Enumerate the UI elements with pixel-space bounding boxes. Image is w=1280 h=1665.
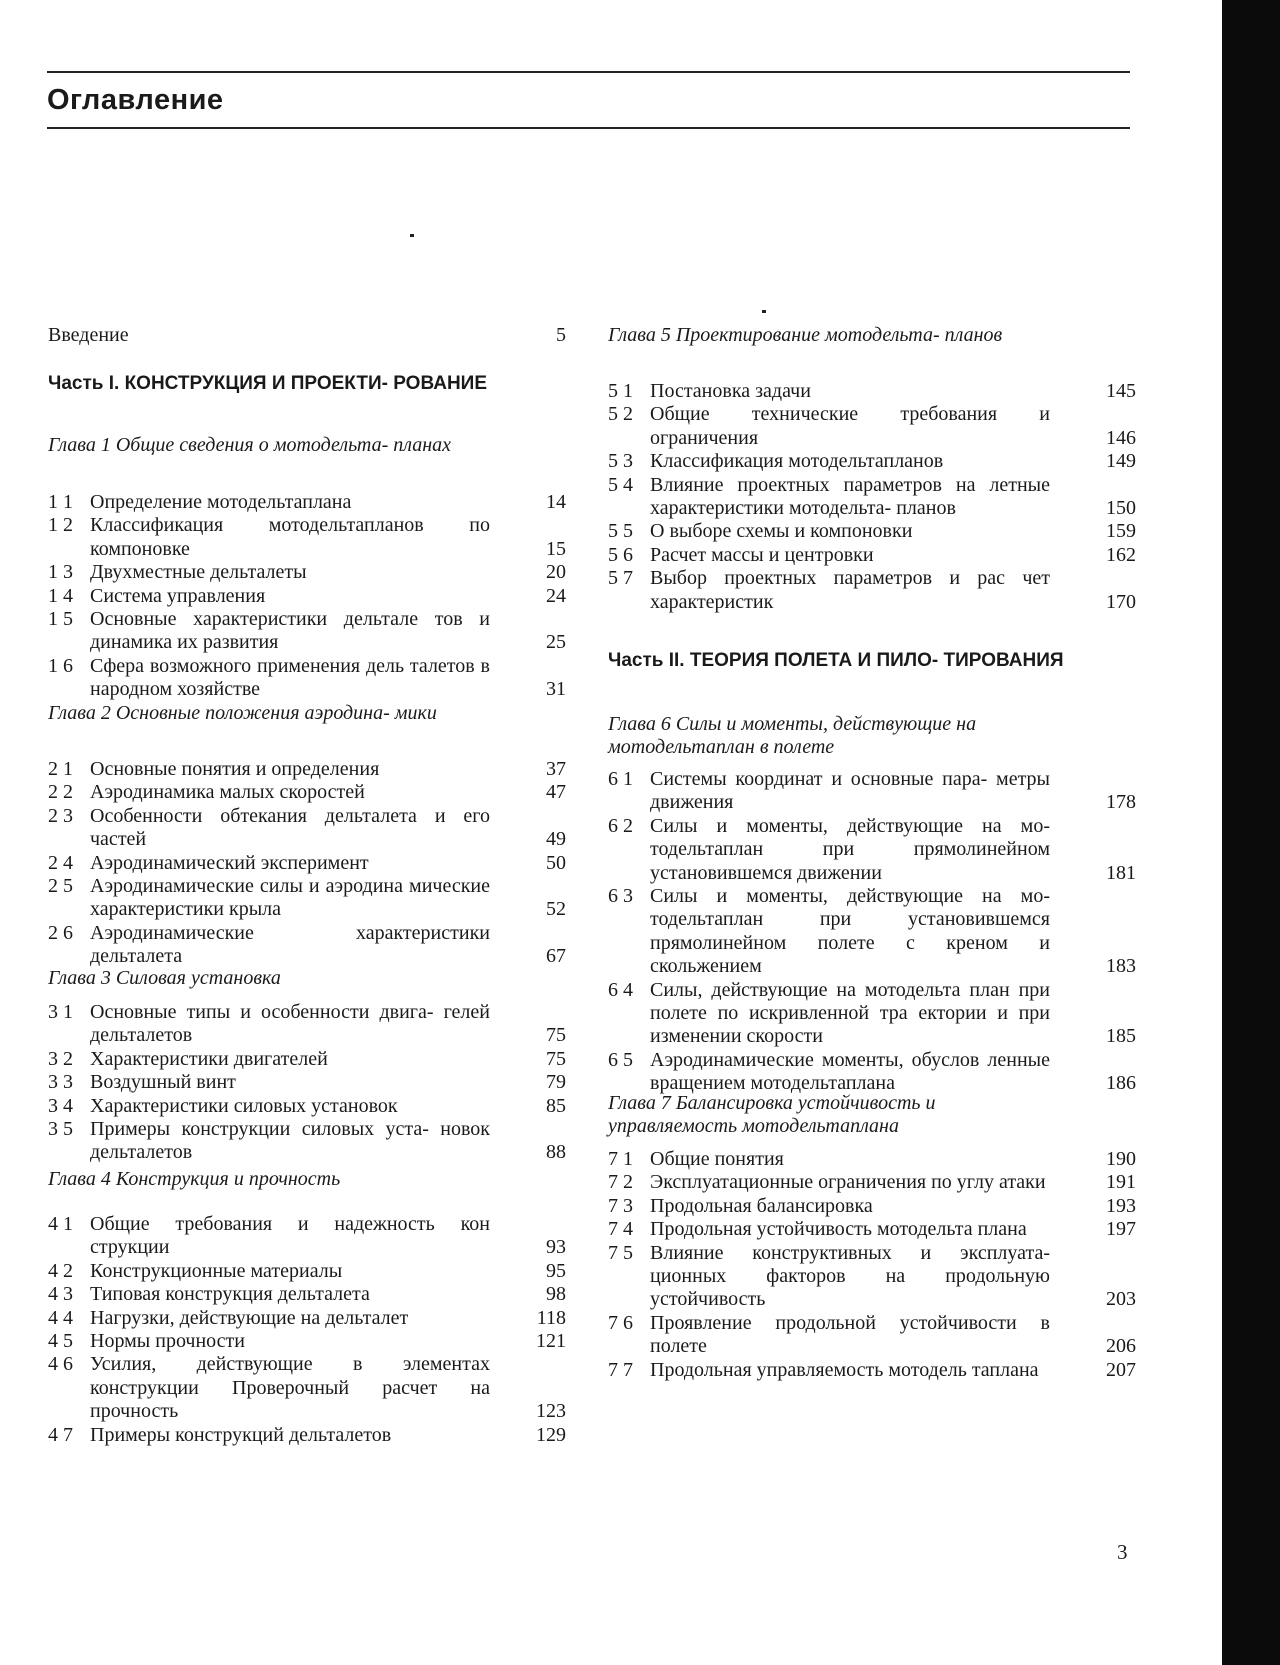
section-title: Продольная балансировка xyxy=(650,1194,873,1217)
page-ref: 186 xyxy=(1106,1072,1136,1095)
toc-entry[interactable] xyxy=(48,561,566,584)
page-ref: 47 xyxy=(546,781,566,804)
section-title: Общие требования и надежность кон струкции xyxy=(90,1213,490,1259)
section-title: Аэродинамические характеристики дельталета xyxy=(90,921,490,968)
section-title: Влияние проектных параметров на летные характеристики мотодельта- планов xyxy=(650,473,1050,520)
section-number: 1 2 xyxy=(48,514,73,537)
toc-entry[interactable] xyxy=(48,805,566,852)
section-title: Основные понятия и определения xyxy=(90,758,380,780)
section-number: 7 3 xyxy=(608,1194,633,1217)
section-number: 5 4 xyxy=(608,473,633,496)
section-number: 4 1 xyxy=(48,1213,73,1235)
section-number: 3 4 xyxy=(48,1094,73,1117)
section-number: 3 1 xyxy=(48,1001,73,1023)
page-ref: 93 xyxy=(546,1236,566,1259)
section-title: Основные типы и особенности двига- гелей дельталетов xyxy=(90,1001,490,1047)
toc-entry[interactable] xyxy=(48,514,566,561)
section-number: 7 6 xyxy=(608,1311,633,1334)
title-underline xyxy=(47,127,1130,129)
section-title: Силы и моменты, действующие на мо- тодельтаплан при установившемся прямолинейном полете с креном и скольжением xyxy=(650,885,1050,978)
toc-entry[interactable] xyxy=(608,1218,1136,1241)
section-number: 7 4 xyxy=(608,1218,633,1241)
toc-section-list xyxy=(608,1148,1136,1382)
toc-entry[interactable] xyxy=(608,567,1136,614)
section-title: Аэродинамические моменты, обуслов ленные вращением мотодельтаплана xyxy=(650,1048,1050,1095)
page-ref: 75 xyxy=(546,1024,566,1047)
page-ref: 75 xyxy=(546,1047,566,1070)
page-ref: 145 xyxy=(1106,380,1136,402)
section-title: Силы, действующие на мотодельта план при полете по искривленной тра ектории и при изменении скорости xyxy=(650,978,1050,1048)
page-ref: 146 xyxy=(1106,426,1136,449)
chapter-heading: Глава 6 Силы и моменты, действующие на мотодельтаплан в полете xyxy=(608,713,977,758)
page-ref: 52 xyxy=(546,898,566,921)
page-ref: 14 xyxy=(546,491,566,513)
toc-section-list xyxy=(48,491,566,702)
section-title: Классификация мотодельтапланов xyxy=(650,450,944,473)
section-title: Влияние конструктивных и эксплуата- ционных факторов на продольную устойчивость xyxy=(650,1241,1050,1311)
toc-entry[interactable] xyxy=(48,1118,566,1165)
toc-entry[interactable] xyxy=(608,403,1136,450)
section-number: 2 4 xyxy=(48,851,73,874)
section-title: Усилия, действующие в элементах конструкции Проверочный расчет на прочность xyxy=(90,1353,490,1423)
section-number: 2 5 xyxy=(48,875,73,898)
section-number: 6 3 xyxy=(608,885,633,908)
section-title: Характеристики силовых установок xyxy=(90,1094,398,1117)
section-title: Аэродинамический эксперимент xyxy=(90,851,369,874)
page-ref: 190 xyxy=(1106,1148,1136,1170)
page-ref: 20 xyxy=(546,561,566,584)
scan-speck xyxy=(762,310,766,313)
page-ref: 162 xyxy=(1106,543,1136,566)
section-number: 2 2 xyxy=(48,781,73,804)
section-title: Сфера возможного применения дель талетов в народном хозяйстве xyxy=(90,654,490,701)
chapter-heading: Глава 7 Балансировка устойчивость и управляемость мотодельтаплана xyxy=(608,1092,936,1137)
section-number: 5 6 xyxy=(608,543,633,566)
toc-entry[interactable] xyxy=(48,758,566,781)
toc-entry[interactable] xyxy=(48,781,566,804)
section-number: 4 7 xyxy=(48,1423,73,1446)
toc-entry[interactable] xyxy=(608,979,1136,1049)
page-ref: 24 xyxy=(546,584,566,607)
toc-entry[interactable] xyxy=(608,1171,1136,1194)
section-number: 4 4 xyxy=(48,1306,73,1329)
toc-entry[interactable] xyxy=(48,1213,566,1260)
page-ref: 150 xyxy=(1106,497,1136,520)
toc-entry[interactable] xyxy=(48,852,566,875)
page-ref: 181 xyxy=(1106,861,1136,884)
section-number: 3 5 xyxy=(48,1118,73,1141)
toc-entry[interactable] xyxy=(48,1048,566,1071)
section-number: 4 6 xyxy=(48,1353,73,1376)
toc-entry[interactable] xyxy=(48,491,566,514)
page-ref: 129 xyxy=(536,1423,566,1446)
section-number: 3 2 xyxy=(48,1047,73,1070)
page-ref: 203 xyxy=(1106,1288,1136,1311)
toc-entry[interactable] xyxy=(48,1001,566,1048)
page-number: 3 xyxy=(1117,1540,1128,1564)
scan-speck xyxy=(410,234,414,237)
page-ref: 193 xyxy=(1106,1194,1136,1217)
toc-entry[interactable] xyxy=(48,875,566,922)
toc-entry[interactable] xyxy=(608,1195,1136,1218)
toc-entry[interactable] xyxy=(608,1359,1136,1382)
section-title: Постановка задачи xyxy=(650,380,811,402)
toc-entry[interactable] xyxy=(48,1424,566,1447)
section-number: 7 7 xyxy=(608,1358,633,1381)
page-ref: 25 xyxy=(546,631,566,654)
section-title: Нормы прочности xyxy=(90,1330,245,1353)
section-title: Силы и моменты, действующие на мо- тодельтаплан при прямолинейном установившемся движении xyxy=(650,814,1050,884)
page-ref: 183 xyxy=(1106,955,1136,978)
section-number: 5 3 xyxy=(608,450,633,473)
toc-entry[interactable] xyxy=(608,380,1136,403)
section-title: Аэродинамика малых скоростей xyxy=(90,781,365,804)
toc-entry[interactable] xyxy=(608,1312,1136,1359)
section-title: Расчет массы и центровки xyxy=(650,543,874,566)
section-number: 1 1 xyxy=(48,491,73,513)
part-heading: Часть II. ТЕОРИЯ ПОЛЕТА И ПИЛО- ТИРОВАНИЯ xyxy=(608,650,1064,671)
page-ref: 98 xyxy=(546,1283,566,1306)
section-title: Воздушный винт xyxy=(90,1071,236,1094)
toc-entry[interactable] xyxy=(608,1049,1136,1096)
section-number: 5 1 xyxy=(608,380,633,402)
section-title: Система управления xyxy=(90,584,266,607)
chapter-heading: Глава 5 Проектирование мотодельта- планов xyxy=(608,324,1003,346)
toc-entry[interactable] xyxy=(48,655,566,702)
page-ref: 88 xyxy=(546,1141,566,1164)
section-number: 4 5 xyxy=(48,1330,73,1353)
page-ref: 85 xyxy=(546,1094,566,1117)
section-number: 6 2 xyxy=(608,814,633,837)
toc-entry[interactable] xyxy=(48,1095,566,1118)
section-title: Нагрузки, действующие на дельталет xyxy=(90,1306,409,1329)
page-ref: 121 xyxy=(536,1330,566,1353)
section-number: 1 5 xyxy=(48,608,73,631)
toc-entry[interactable] xyxy=(608,815,1136,885)
page-ref: 191 xyxy=(1106,1171,1136,1194)
page-ref: 50 xyxy=(546,851,566,874)
page-ref: 206 xyxy=(1106,1335,1136,1358)
section-title: Продольная устойчивость мотодельта плана xyxy=(650,1218,1027,1241)
section-number: 2 1 xyxy=(48,758,73,780)
section-number: 5 2 xyxy=(608,403,633,426)
toc-entry[interactable] xyxy=(48,608,566,655)
toc-entry[interactable] xyxy=(48,1330,566,1353)
section-number: 5 7 xyxy=(608,567,633,590)
page-ref: 95 xyxy=(546,1259,566,1282)
section-title: О выборе схемы и компоновки xyxy=(650,520,913,543)
page-ref: 178 xyxy=(1106,791,1136,814)
section-title: Двухместные дельталеты xyxy=(90,561,307,584)
toc-entry[interactable] xyxy=(608,1148,1136,1171)
chapter-heading: Глава 4 Конструкция и прочность xyxy=(48,1168,341,1190)
page-ref: 170 xyxy=(1106,590,1136,613)
page-ref: 185 xyxy=(1106,1025,1136,1048)
toc-entry[interactable] xyxy=(608,450,1136,473)
section-number: 6 5 xyxy=(608,1048,633,1071)
section-title: Системы координат и основные пара- метры движения xyxy=(650,768,1050,814)
page-ref: 207 xyxy=(1106,1358,1136,1381)
section-number: 4 2 xyxy=(48,1259,73,1282)
section-number: 6 4 xyxy=(608,978,633,1001)
section-number: 1 4 xyxy=(48,584,73,607)
toc-entry[interactable] xyxy=(608,885,1136,979)
toc-entry[interactable] xyxy=(48,1283,566,1306)
page-ref: 79 xyxy=(546,1071,566,1094)
page-ref: 159 xyxy=(1106,520,1136,543)
toc-section-list xyxy=(608,380,1136,614)
toc-section-list xyxy=(608,768,1136,1096)
section-number: 1 6 xyxy=(48,654,73,677)
section-title: Конструкционные материалы xyxy=(90,1259,343,1282)
section-title: Примеры конструкций дельталетов xyxy=(90,1423,392,1446)
section-title: Проявление продольной устойчивости в полете xyxy=(650,1311,1050,1358)
top-rule xyxy=(47,71,1130,73)
section-number: 7 2 xyxy=(608,1171,633,1194)
page-ref: 49 xyxy=(546,828,566,851)
section-title: Общие технические требования и ограничения xyxy=(650,403,1050,449)
section-number: 3 3 xyxy=(48,1071,73,1094)
chapter-heading: Глава 3 Силовая установка xyxy=(48,967,281,989)
toc-entry[interactable] xyxy=(48,922,566,969)
section-title: Основные характеристики дельтале тов и динамика их развития xyxy=(90,608,490,654)
page-ref: 197 xyxy=(1106,1218,1136,1241)
section-number: 7 5 xyxy=(608,1241,633,1264)
section-title: Характеристики двигателей xyxy=(90,1047,328,1070)
section-title: Примеры конструкции силовых уста- новок дельталетов xyxy=(90,1118,490,1164)
section-number: 5 5 xyxy=(608,520,633,543)
toc-section-list xyxy=(48,1001,566,1165)
toc-entry[interactable] xyxy=(608,768,1136,815)
page-ref: 15 xyxy=(546,537,566,560)
toc-entry[interactable] xyxy=(48,1353,566,1423)
intro-label: Введение xyxy=(48,324,129,346)
part-heading: Часть I. КОНСТРУКЦИЯ И ПРОЕКТИ- РОВАНИЕ xyxy=(48,373,487,394)
page-ref: 123 xyxy=(536,1400,566,1423)
section-number: 2 6 xyxy=(48,921,73,944)
toc-section-list xyxy=(48,758,566,969)
toc-section-list xyxy=(48,1213,566,1447)
section-title: Выбор проектных параметров и рас чет характеристик xyxy=(650,567,1050,613)
section-title: Типовая конструкция дельталета xyxy=(90,1283,370,1306)
toc-entry[interactable] xyxy=(608,1242,1136,1312)
section-number: 2 3 xyxy=(48,804,73,827)
toc-entry[interactable] xyxy=(48,1260,566,1283)
section-title: Аэродинамические силы и аэродина мические характеристики крыла xyxy=(90,875,490,921)
section-title: Продольная управляемость мотодель таплана xyxy=(650,1358,1039,1381)
page-ref: 149 xyxy=(1106,450,1136,473)
page-ref: 5 xyxy=(556,324,566,346)
chapter-heading: Глава 2 Основные положения аэродина- мики xyxy=(48,702,437,724)
page-ref: 118 xyxy=(536,1306,566,1329)
toc-entry[interactable] xyxy=(608,520,1136,543)
section-number: 6 1 xyxy=(608,768,633,790)
section-title: Определение мотодельтаплана xyxy=(90,491,352,513)
section-number: 7 1 xyxy=(608,1148,633,1170)
page-ref: 37 xyxy=(546,758,566,780)
page-ref: 67 xyxy=(546,945,566,968)
chapter-heading: Глава 1 Общие сведения о мотодельта- планах xyxy=(48,434,452,456)
section-number: 1 3 xyxy=(48,561,73,584)
page-ref: 31 xyxy=(546,678,566,701)
section-title: Особенности обтекания дельталета и его частей xyxy=(90,804,490,851)
section-title: Эксплуатационные ограничения по углу атаки xyxy=(650,1171,1046,1194)
section-title: Классификация мотодельтапланов по компоновке xyxy=(90,514,490,560)
section-number: 4 3 xyxy=(48,1283,73,1306)
section-title: Общие понятия xyxy=(650,1148,784,1170)
toc-entry[interactable] xyxy=(48,1071,566,1094)
scan-edge-shadow xyxy=(1222,0,1280,1665)
page-title: Оглавление xyxy=(47,84,224,116)
toc-entry[interactable] xyxy=(48,585,566,608)
toc-entry[interactable] xyxy=(608,544,1136,567)
toc-entry[interactable] xyxy=(48,1307,566,1330)
toc-entry[interactable] xyxy=(608,474,1136,521)
intro-entry[interactable] xyxy=(48,324,566,347)
